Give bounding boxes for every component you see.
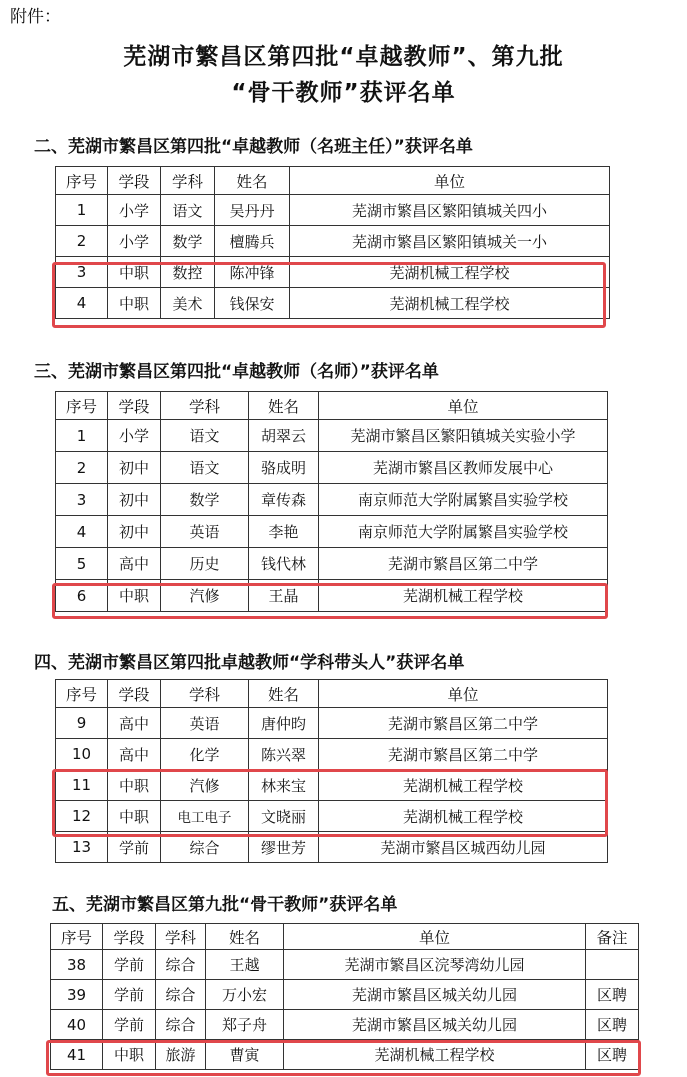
table-cell: 钱保安 [215, 288, 290, 319]
table-cell: 小学 [108, 420, 161, 452]
table-row [56, 548, 608, 580]
section-4-heading: 四、芜湖市繁昌区第四批卓越教师“学科带头人”获评名单 [34, 653, 465, 673]
table-cell: 区聘 [586, 1040, 639, 1070]
table-cell: 小学 [108, 226, 161, 257]
table-cell: 3 [56, 484, 108, 516]
table-cell: 综合 [156, 950, 206, 980]
table-cell: 芜湖机械工程学校 [290, 257, 610, 288]
column-header: 姓名 [215, 167, 290, 195]
column-header: 姓名 [249, 680, 319, 708]
table-cell: 芜湖机械工程学校 [284, 1040, 586, 1070]
table-cell: 学前 [103, 950, 156, 980]
column-header: 序号 [56, 167, 108, 195]
header-row [56, 167, 610, 195]
table-cell: 芜湖市繁昌区城关幼儿园 [284, 980, 586, 1010]
table-cell: 芜湖市繁昌区教师发展中心 [319, 452, 608, 484]
table-cell: 13 [56, 832, 108, 863]
column-header: 学科 [156, 924, 206, 950]
column-header: 序号 [56, 680, 108, 708]
table-cell: 汽修 [161, 580, 249, 612]
table-row [56, 708, 608, 739]
table-cell: 芜湖机械工程学校 [319, 580, 608, 612]
table-cell: 南京师范大学附属繁昌实验学校 [319, 516, 608, 548]
column-header: 单位 [290, 167, 610, 195]
table-cell: 高中 [108, 548, 161, 580]
section-2-table [55, 166, 610, 319]
table-cell: 中职 [108, 288, 161, 319]
table-row [56, 770, 608, 801]
table-cell: 中职 [108, 257, 161, 288]
table-cell: 1 [56, 195, 108, 226]
table-cell: 英语 [161, 516, 249, 548]
table-row [56, 484, 608, 516]
table-cell: 数控 [161, 257, 215, 288]
column-header: 姓名 [249, 392, 319, 420]
table-cell: 12 [56, 801, 108, 832]
table-cell: 2 [56, 226, 108, 257]
section-4-table [55, 679, 608, 863]
column-header: 学科 [161, 392, 249, 420]
table-cell: 芜湖机械工程学校 [290, 288, 610, 319]
table-cell: 区聘 [586, 1010, 639, 1040]
table-cell: 高中 [108, 739, 161, 770]
table-cell: 檀腾兵 [215, 226, 290, 257]
table-cell: 旅游 [156, 1040, 206, 1070]
table-cell: 章传森 [249, 484, 319, 516]
table-cell: 南京师范大学附属繁昌实验学校 [319, 484, 608, 516]
table-cell: 数学 [161, 226, 215, 257]
column-header: 学段 [103, 924, 156, 950]
table-cell: 综合 [161, 832, 249, 863]
table-cell: 5 [56, 548, 108, 580]
table-cell: 学前 [103, 980, 156, 1010]
table-row [56, 226, 610, 257]
table-cell: 吴丹丹 [215, 195, 290, 226]
table-cell: 初中 [108, 516, 161, 548]
table-cell: 郑子舟 [206, 1010, 284, 1040]
table-cell: 3 [56, 257, 108, 288]
table-cell: 11 [56, 770, 108, 801]
table-cell: 林来宝 [249, 770, 319, 801]
document-title-line-1: 芜湖市繁昌区第四批“卓越教师”、第九批 [123, 44, 564, 70]
table-cell: 李艳 [249, 516, 319, 548]
table-cell: 胡翠云 [249, 420, 319, 452]
table-cell: 中职 [103, 1040, 156, 1070]
table-row [56, 288, 610, 319]
column-header: 序号 [51, 924, 103, 950]
table-cell: 芜湖市繁昌区城关幼儿园 [284, 1010, 586, 1040]
table-cell: 中职 [108, 801, 161, 832]
table-row [51, 980, 639, 1010]
table-cell: 语文 [161, 420, 249, 452]
table-cell: 中职 [108, 580, 161, 612]
header-row [56, 392, 608, 420]
table-cell: 陈冲锋 [215, 257, 290, 288]
table-cell: 英语 [161, 708, 249, 739]
column-header: 学段 [108, 680, 161, 708]
table-cell: 小学 [108, 195, 161, 226]
table-cell: 芜湖机械工程学校 [319, 770, 608, 801]
table-cell: 文晓丽 [249, 801, 319, 832]
table-cell: 语文 [161, 195, 215, 226]
table-cell: 39 [51, 980, 103, 1010]
table-cell: 骆成明 [249, 452, 319, 484]
table-cell: 芜湖市繁昌区繁阳镇城关实验小学 [319, 420, 608, 452]
table-row [56, 580, 608, 612]
table-row [56, 257, 610, 288]
table-cell: 学前 [108, 832, 161, 863]
table-row [56, 420, 608, 452]
table-cell: 钱代林 [249, 548, 319, 580]
table-cell: 唐仲昀 [249, 708, 319, 739]
table-cell: 综合 [156, 980, 206, 1010]
column-header: 学科 [161, 680, 249, 708]
table-cell: 学前 [103, 1010, 156, 1040]
table-row [56, 739, 608, 770]
table-row [56, 452, 608, 484]
table-cell: 化学 [161, 739, 249, 770]
table-cell: 美术 [161, 288, 215, 319]
column-header: 学段 [108, 167, 161, 195]
table-cell: 万小宏 [206, 980, 284, 1010]
section-3-heading: 三、芜湖市繁昌区第四批“卓越教师（名师）”获评名单 [34, 362, 439, 382]
table-cell: 38 [51, 950, 103, 980]
table-cell: 初中 [108, 452, 161, 484]
table-cell: 初中 [108, 484, 161, 516]
table-cell: 4 [56, 516, 108, 548]
table-cell: 4 [56, 288, 108, 319]
column-header: 单位 [319, 392, 608, 420]
column-header: 序号 [56, 392, 108, 420]
table-cell: 1 [56, 420, 108, 452]
table-cell: 汽修 [161, 770, 249, 801]
table-cell: 芜湖市繁昌区繁阳镇城关四小 [290, 195, 610, 226]
table-row [51, 1040, 639, 1070]
column-header: 姓名 [206, 924, 284, 950]
table-cell: 王越 [206, 950, 284, 980]
table-cell: 芜湖市繁昌区浣琴湾幼儿园 [284, 950, 586, 980]
table-cell: 曹寅 [206, 1040, 284, 1070]
table-cell: 王晶 [249, 580, 319, 612]
table-cell: 6 [56, 580, 108, 612]
section-3-table [55, 391, 608, 612]
header-row [56, 680, 608, 708]
column-header: 学科 [161, 167, 215, 195]
table-cell: 中职 [108, 770, 161, 801]
table-row [56, 195, 610, 226]
table-row [51, 950, 639, 980]
table-cell: 40 [51, 1010, 103, 1040]
table-cell: 9 [56, 708, 108, 739]
section-5-table [50, 923, 639, 1070]
table-cell: 芜湖市繁昌区城西幼儿园 [319, 832, 608, 863]
table-row [51, 1010, 639, 1040]
table-cell: 高中 [108, 708, 161, 739]
column-header: 单位 [284, 924, 586, 950]
table-cell: 语文 [161, 452, 249, 484]
section-5-heading: 五、芜湖市繁昌区第九批“骨干教师”获评名单 [52, 895, 398, 915]
table-cell: 2 [56, 452, 108, 484]
column-header: 备注 [586, 924, 639, 950]
document-title-line-2: “骨干教师”获评名单 [231, 80, 456, 106]
table-cell: 陈兴翠 [249, 739, 319, 770]
section-2-heading: 二、芜湖市繁昌区第四批“卓越教师（名班主任）”获评名单 [34, 137, 473, 157]
table-cell: 综合 [156, 1010, 206, 1040]
table-cell [586, 950, 639, 980]
column-header: 单位 [319, 680, 608, 708]
table-cell: 芜湖市繁昌区第二中学 [319, 739, 608, 770]
table-cell: 芜湖机械工程学校 [319, 801, 608, 832]
table-cell: 芜湖市繁昌区第二中学 [319, 548, 608, 580]
table-cell: 10 [56, 739, 108, 770]
attachment-label: 附件： [10, 7, 61, 27]
table-cell: 历史 [161, 548, 249, 580]
table-cell: 区聘 [586, 980, 639, 1010]
table-row [56, 801, 608, 832]
column-header: 学段 [108, 392, 161, 420]
table-cell: 芜湖市繁昌区第二中学 [319, 708, 608, 739]
table-cell: 电工电子 [161, 801, 249, 832]
header-row [51, 924, 639, 950]
table-cell: 芜湖市繁昌区繁阳镇城关一小 [290, 226, 610, 257]
table-row [56, 832, 608, 863]
table-row [56, 516, 608, 548]
table-cell: 缪世芳 [249, 832, 319, 863]
table-cell: 41 [51, 1040, 103, 1070]
table-cell: 数学 [161, 484, 249, 516]
